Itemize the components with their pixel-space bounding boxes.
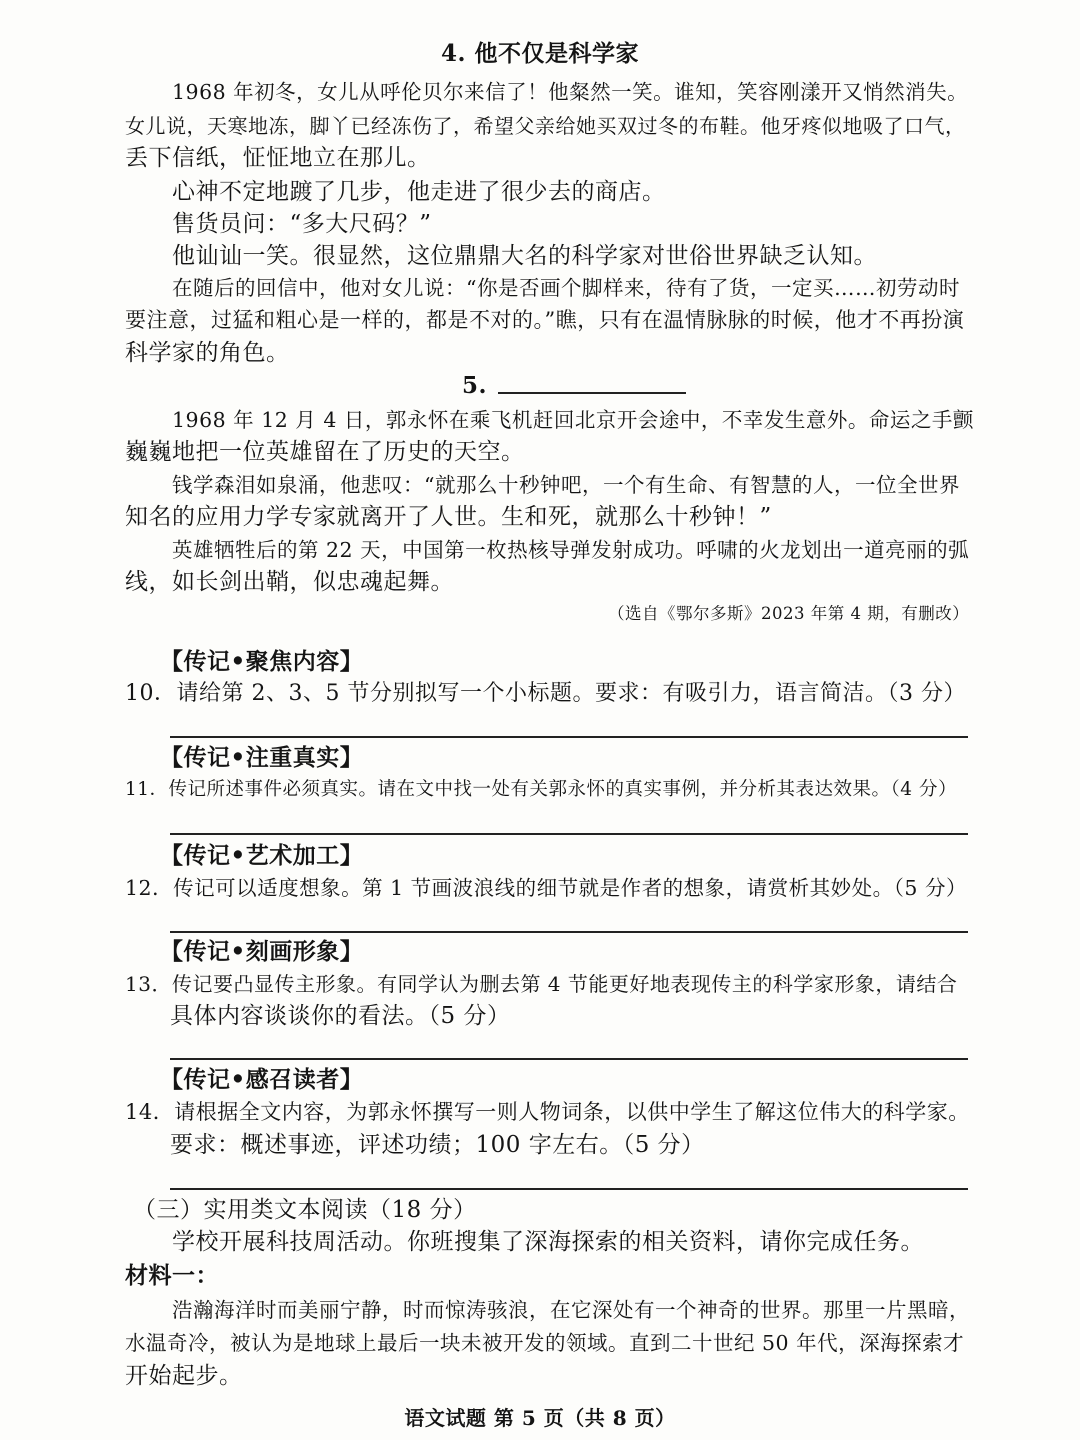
part3-intro: 学校开展科技周活动。你班搜集了深海探索的相关资料，请你完成任务。 bbox=[172, 1229, 924, 1255]
section4-heading: 4. 他不仅是科学家 bbox=[440, 40, 640, 67]
section5-line: 钱学森泪如泉涌，他悲叹：“就那么十秒钟吧，一个有生命、有智慧的人，一位全世界 bbox=[172, 473, 960, 497]
section5-heading: 5. bbox=[462, 372, 488, 399]
section4-line: 女儿说，天寒地冻，脚丫已经冻伤了，希望父亲给她买双过冬的布鞋。他牙疼似地吸了口气， bbox=[125, 114, 966, 138]
question-text: 具体内容谈谈你的看法。（5 分） bbox=[170, 1003, 511, 1029]
section4-line: 科学家的角色。 bbox=[125, 340, 290, 366]
section5-line: 知名的应用力学专家就离开了人世。生和死，就那么十秒钟！” bbox=[125, 504, 772, 530]
question-text: 12．传记可以适度想象。第 1 节画波浪线的细节就是作者的想象，请赏析其妙处。（5 分） bbox=[125, 876, 967, 900]
section4-line: 在随后的回信中，他对女儿说：“你是否画个脚样来，待有了货，一定买……初劳动时 bbox=[172, 276, 960, 300]
question-text: 11．传记所述事件必须真实。请在文中找一处有关郭永怀的真实事例，并分析其表达效果。（4 分） bbox=[125, 779, 957, 800]
question-tag: 【传记•感召读者】 bbox=[160, 1066, 364, 1093]
page-footer: 语文试题 第 5 页（共 8 页） bbox=[404, 1406, 676, 1430]
answer-line[interactable] bbox=[170, 931, 968, 933]
section4-line: 要注意，过猛和粗心是一样的，都是不对的。”瞧，只有在温情脉脉的时候，他才不再扮演 bbox=[125, 308, 965, 332]
section4-line: 丢下信纸，怔怔地立在那儿。 bbox=[125, 145, 431, 171]
question-tag: 【传记•聚焦内容】 bbox=[160, 648, 364, 675]
section5-line: 英雄牺牲后的第 22 天，中国第一枚热核导弹发射成功。呼啸的火龙划出一道亮丽的弧 bbox=[172, 538, 970, 562]
source-citation: （选自《鄂尔多斯》2023 年第 4 期，有删改） bbox=[608, 604, 970, 623]
question-text: 14．请根据全文内容，为郭永怀撰写一则人物词条，以供中学生了解这位伟大的科学家。 bbox=[125, 1100, 970, 1124]
question-text: 10．请给第 2、3、5 节分别拟写一个小标题。要求：有吸引力，语言简洁。（3 分） bbox=[125, 681, 966, 706]
section4-line: 心神不定地踱了几步，他走进了很少去的商店。 bbox=[172, 179, 666, 205]
question-tag: 【传记•注重真实】 bbox=[160, 744, 364, 771]
answer-line[interactable] bbox=[170, 736, 968, 738]
answer-line[interactable] bbox=[170, 1058, 968, 1060]
material-label: 材料一： bbox=[125, 1262, 219, 1289]
question-text: 13．传记要凸显传主形象。有同学认为删去第 4 节能更好地表现传主的科学家形象，请结合 bbox=[125, 972, 958, 996]
material-line: 浩瀚海洋时而美丽宁静，时而惊涛骇浪，在它深处有一个神奇的世界。那里一片黑暗， bbox=[172, 1298, 970, 1322]
section5-line: 1968 年 12 月 4 日，郭永怀在乘飞机赶回北京开会途中，不幸发生意外。命运之手颤 bbox=[172, 408, 974, 432]
material-line: 水温奇冷，被认为是地球上最后一块未被开发的领域。直到二十世纪 50 年代，深海探索才 bbox=[125, 1331, 965, 1355]
section5-title-blank bbox=[498, 392, 686, 394]
question-tag: 【传记•艺术加工】 bbox=[160, 842, 364, 869]
section4-line: 1968 年初冬，女儿从呼伦贝尔来信了！他粲然一笑。谁知，笑容刚漾开又悄然消失。 bbox=[172, 80, 969, 104]
part3-heading: （三）实用类文本阅读（18 分） bbox=[133, 1197, 477, 1223]
section4-line: 售货员问：“多大尺码？” bbox=[172, 211, 432, 237]
question-tag: 【传记•刻画形象】 bbox=[160, 938, 364, 965]
answer-line[interactable] bbox=[170, 833, 968, 835]
answer-line[interactable] bbox=[170, 1188, 968, 1190]
section4-line: 他讪讪一笑。很显然，这位鼎鼎大名的科学家对世俗世界缺乏认知。 bbox=[172, 243, 877, 269]
section5-line: 线，如长剑出鞘，似忠魂起舞。 bbox=[125, 569, 454, 595]
material-line: 开始起步。 bbox=[125, 1363, 243, 1389]
section5-line: 巍巍地把一位英雄留在了历史的天空。 bbox=[125, 439, 525, 465]
question-text: 要求：概述事迹，评述功绩；100 字左右。（5 分） bbox=[170, 1132, 705, 1158]
